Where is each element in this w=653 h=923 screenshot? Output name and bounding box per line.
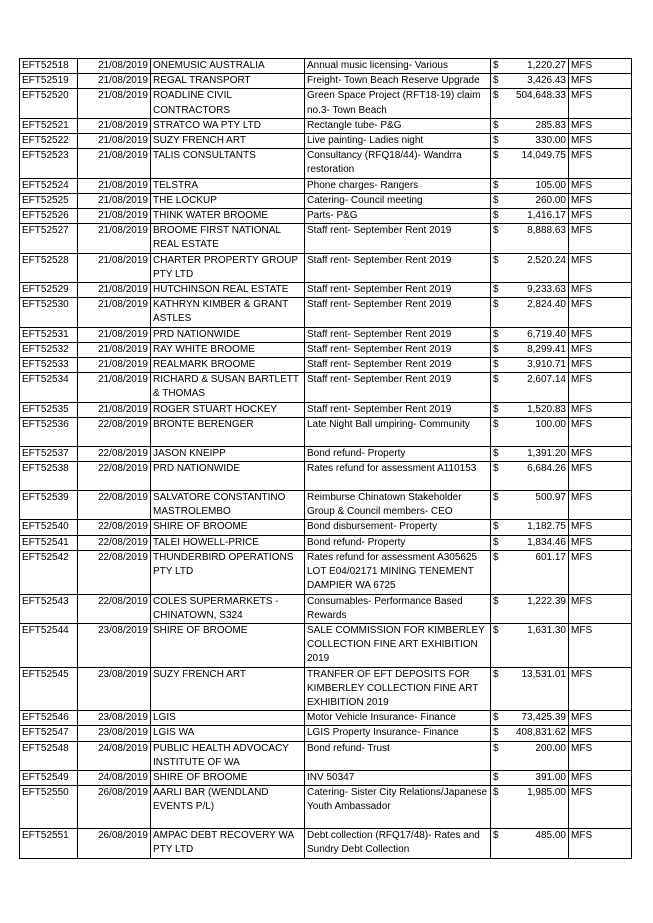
payment-date: 22/08/2019 [78, 594, 151, 623]
payee-name: RICHARD & SUSAN BARTLETT & THOMAS [151, 373, 305, 402]
currency-symbol: $ [491, 535, 505, 550]
payment-date: 21/08/2019 [78, 209, 151, 224]
eft-reference: EFT52549 [20, 770, 78, 785]
currency-symbol: $ [491, 118, 505, 133]
table-row [20, 829, 632, 858]
payment-date: 22/08/2019 [78, 520, 151, 535]
currency-symbol: $ [491, 89, 505, 118]
payment-date: 22/08/2019 [78, 491, 151, 520]
eft-reference: EFT52546 [20, 711, 78, 726]
payment-description: Bond disbursement- Property [305, 520, 491, 535]
payee-name: PRD NATIONWIDE [151, 327, 305, 342]
table-row [20, 417, 632, 446]
payee-name: TALIS CONSULTANTS [151, 149, 305, 178]
payment-amount: 13,531.01 [505, 667, 569, 711]
fund-code: MFS [569, 134, 632, 149]
eft-reference: EFT52539 [20, 491, 78, 520]
table-row [20, 711, 632, 726]
eft-reference: EFT52523 [20, 149, 78, 178]
eft-reference: EFT52529 [20, 283, 78, 298]
payee-name: HUTCHINSON REAL ESTATE [151, 283, 305, 298]
payment-date: 21/08/2019 [78, 59, 151, 74]
payment-description: Staff rent- September Rent 2019 [305, 358, 491, 373]
table-row [20, 224, 632, 253]
fund-code: MFS [569, 253, 632, 282]
payment-amount: 330.00 [505, 134, 569, 149]
payment-description: Debt collection (RFQ17/48)- Rates and Sundry Debt Collection [305, 829, 491, 858]
payment-date: 21/08/2019 [78, 342, 151, 357]
eft-reference: EFT52526 [20, 209, 78, 224]
fund-code: MFS [569, 491, 632, 520]
payment-description: Staff rent- September Rent 2019 [305, 402, 491, 417]
table-row [20, 358, 632, 373]
payments-table [19, 58, 632, 859]
payment-amount: 500.97 [505, 491, 569, 520]
payee-name: THUNDERBIRD OPERATIONS PTY LTD [151, 550, 305, 594]
table-row [20, 726, 632, 741]
payee-name: SALVATORE CONSTANTINO MASTROLEMBO [151, 491, 305, 520]
payment-description: Staff rent- September Rent 2019 [305, 253, 491, 282]
payment-amount: 1,416.17 [505, 209, 569, 224]
table-row [20, 342, 632, 357]
payment-date: 21/08/2019 [78, 74, 151, 89]
payee-name: KATHRYN KIMBER & GRANT ASTLES [151, 298, 305, 327]
payment-date: 23/08/2019 [78, 726, 151, 741]
table-row [20, 491, 632, 520]
fund-code: MFS [569, 829, 632, 858]
payee-name: TELSTRA [151, 178, 305, 193]
fund-code: MFS [569, 209, 632, 224]
eft-reference: EFT52519 [20, 74, 78, 89]
payee-name: ROGER STUART HOCKEY [151, 402, 305, 417]
fund-code: MFS [569, 74, 632, 89]
eft-reference: EFT52544 [20, 623, 78, 667]
currency-symbol: $ [491, 209, 505, 224]
table-row [20, 667, 632, 711]
payment-description: Catering- Council meeting [305, 193, 491, 208]
eft-reference: EFT52540 [20, 520, 78, 535]
payment-date: 21/08/2019 [78, 134, 151, 149]
payment-amount: 100.00 [505, 417, 569, 446]
payment-description: Staff rent- September Rent 2019 [305, 373, 491, 402]
payee-name: RAY WHITE BROOME [151, 342, 305, 357]
eft-reference: EFT52533 [20, 358, 78, 373]
fund-code: MFS [569, 373, 632, 402]
payment-amount: 200.00 [505, 741, 569, 770]
fund-code: MFS [569, 118, 632, 133]
payment-date: 23/08/2019 [78, 711, 151, 726]
eft-reference: EFT52518 [20, 59, 78, 74]
payment-date: 22/08/2019 [78, 417, 151, 446]
payment-description: Bond refund- Property [305, 535, 491, 550]
currency-symbol: $ [491, 59, 505, 74]
payee-name: SHIRE OF BROOME [151, 623, 305, 667]
table-row [20, 178, 632, 193]
eft-reference: EFT52531 [20, 327, 78, 342]
payment-description: Parts- P&G [305, 209, 491, 224]
eft-reference: EFT52520 [20, 89, 78, 118]
payment-amount: 1,391.20 [505, 446, 569, 461]
currency-symbol: $ [491, 491, 505, 520]
payee-name: REGAL TRANSPORT [151, 74, 305, 89]
payment-amount: 14,049.75 [505, 149, 569, 178]
currency-symbol: $ [491, 134, 505, 149]
payment-date: 21/08/2019 [78, 298, 151, 327]
payee-name: COLES SUPERMARKETS - CHINATOWN, S324 [151, 594, 305, 623]
payment-amount: 105.00 [505, 178, 569, 193]
payment-date: 21/08/2019 [78, 253, 151, 282]
payment-date: 26/08/2019 [78, 829, 151, 858]
payment-description: Reimburse Chinatown Stakeholder Group & Council members- CEO [305, 491, 491, 520]
fund-code: MFS [569, 550, 632, 594]
fund-code: MFS [569, 342, 632, 357]
payment-description: Catering- Sister City Relations/Japanese Youth Ambassador [305, 786, 491, 829]
fund-code: MFS [569, 520, 632, 535]
payment-date: 23/08/2019 [78, 667, 151, 711]
fund-code: MFS [569, 149, 632, 178]
fund-code: MFS [569, 462, 632, 491]
payee-name: BRONTE BERENGER [151, 417, 305, 446]
payment-date: 24/08/2019 [78, 770, 151, 785]
fund-code: MFS [569, 402, 632, 417]
payment-description: Annual music licensing- Various [305, 59, 491, 74]
table-row [20, 149, 632, 178]
eft-reference: EFT52524 [20, 178, 78, 193]
payment-description: Staff rent- September Rent 2019 [305, 283, 491, 298]
payment-date: 21/08/2019 [78, 193, 151, 208]
table-row [20, 623, 632, 667]
payee-name: PRD NATIONWIDE [151, 462, 305, 491]
payment-date: 21/08/2019 [78, 224, 151, 253]
eft-reference: EFT52551 [20, 829, 78, 858]
payee-name: JASON KNEIPP [151, 446, 305, 461]
fund-code: MFS [569, 89, 632, 118]
currency-symbol: $ [491, 224, 505, 253]
fund-code: MFS [569, 59, 632, 74]
currency-symbol: $ [491, 193, 505, 208]
payment-date: 23/08/2019 [78, 623, 151, 667]
fund-code: MFS [569, 193, 632, 208]
table-row [20, 402, 632, 417]
payment-description: Freight- Town Beach Reserve Upgrade [305, 74, 491, 89]
payment-description: Motor Vehicle Insurance- Finance [305, 711, 491, 726]
payment-description: Consultancy (RFQ18/44)- Wandrra restoration [305, 149, 491, 178]
payee-name: CHARTER PROPERTY GROUP PTY LTD [151, 253, 305, 282]
table-row [20, 520, 632, 535]
currency-symbol: $ [491, 149, 505, 178]
payee-name: THINK WATER BROOME [151, 209, 305, 224]
payment-description: Staff rent- September Rent 2019 [305, 224, 491, 253]
payee-name: BROOME FIRST NATIONAL REAL ESTATE [151, 224, 305, 253]
payment-description: Phone charges- Rangers [305, 178, 491, 193]
table-row [20, 253, 632, 282]
payment-amount: 1,631.30 [505, 623, 569, 667]
payment-date: 26/08/2019 [78, 786, 151, 829]
table-row [20, 373, 632, 402]
payment-description: Late Night Ball umpiring- Community [305, 417, 491, 446]
eft-reference: EFT52536 [20, 417, 78, 446]
currency-symbol: $ [491, 446, 505, 461]
payee-name: LGIS WA [151, 726, 305, 741]
table-row [20, 134, 632, 149]
eft-reference: EFT52538 [20, 462, 78, 491]
table-row [20, 298, 632, 327]
payment-description: Staff rent- September Rent 2019 [305, 298, 491, 327]
payment-description: Rectangle tube- P&G [305, 118, 491, 133]
currency-symbol: $ [491, 623, 505, 667]
eft-reference: EFT52547 [20, 726, 78, 741]
table-row [20, 193, 632, 208]
payee-name: SHIRE OF BROOME [151, 770, 305, 785]
payee-name: TALEI HOWELL-PRICE [151, 535, 305, 550]
payment-date: 21/08/2019 [78, 373, 151, 402]
payee-name: STRATCO WA PTY LTD [151, 118, 305, 133]
table-row [20, 786, 632, 829]
payment-amount: 3,426.43 [505, 74, 569, 89]
payment-description: Green Space Project (RFT18-19) claim no.3- Town Beach [305, 89, 491, 118]
payment-amount: 504,648.33 [505, 89, 569, 118]
table-row [20, 446, 632, 461]
eft-reference: EFT52543 [20, 594, 78, 623]
table-row [20, 741, 632, 770]
currency-symbol: $ [491, 253, 505, 282]
payment-description: TRANFER OF EFT DEPOSITS FOR KIMBERLEY COLLECTION FINE ART EXHIBITION 2019 [305, 667, 491, 711]
currency-symbol: $ [491, 74, 505, 89]
payee-name: ONEMUSIC AUSTRALIA [151, 59, 305, 74]
eft-reference: EFT52521 [20, 118, 78, 133]
eft-reference: EFT52550 [20, 786, 78, 829]
fund-code: MFS [569, 358, 632, 373]
eft-reference: EFT52527 [20, 224, 78, 253]
currency-symbol: $ [491, 373, 505, 402]
eft-reference: EFT52542 [20, 550, 78, 594]
payment-description: Live painting- Ladies night [305, 134, 491, 149]
payment-date: 24/08/2019 [78, 741, 151, 770]
payment-date: 21/08/2019 [78, 178, 151, 193]
currency-symbol: $ [491, 327, 505, 342]
currency-symbol: $ [491, 770, 505, 785]
table-row [20, 550, 632, 594]
table-row [20, 89, 632, 118]
payment-date: 22/08/2019 [78, 535, 151, 550]
fund-code: MFS [569, 711, 632, 726]
payment-date: 21/08/2019 [78, 358, 151, 373]
payee-name: LGIS [151, 711, 305, 726]
payment-amount: 408,831.62 [505, 726, 569, 741]
currency-symbol: $ [491, 462, 505, 491]
eft-reference: EFT52548 [20, 741, 78, 770]
payment-description: LGIS Property Insurance- Finance [305, 726, 491, 741]
fund-code: MFS [569, 417, 632, 446]
table-row [20, 209, 632, 224]
eft-reference: EFT52535 [20, 402, 78, 417]
payment-amount: 2,824.40 [505, 298, 569, 327]
table-row [20, 462, 632, 491]
payments-table-body [20, 59, 632, 859]
eft-reference: EFT52541 [20, 535, 78, 550]
currency-symbol: $ [491, 358, 505, 373]
payment-amount: 485.00 [505, 829, 569, 858]
fund-code: MFS [569, 327, 632, 342]
fund-code: MFS [569, 298, 632, 327]
currency-symbol: $ [491, 178, 505, 193]
currency-symbol: $ [491, 741, 505, 770]
currency-symbol: $ [491, 417, 505, 446]
payment-amount: 391.00 [505, 770, 569, 785]
payment-amount: 6,719.40 [505, 327, 569, 342]
currency-symbol: $ [491, 520, 505, 535]
payment-amount: 73,425.39 [505, 711, 569, 726]
currency-symbol: $ [491, 342, 505, 357]
payee-name: REALMARK BROOME [151, 358, 305, 373]
payment-amount: 9,233.63 [505, 283, 569, 298]
payment-date: 22/08/2019 [78, 446, 151, 461]
payment-amount: 1,222.39 [505, 594, 569, 623]
table-row [20, 283, 632, 298]
table-row [20, 74, 632, 89]
currency-symbol: $ [491, 667, 505, 711]
currency-symbol: $ [491, 298, 505, 327]
payment-amount: 601.17 [505, 550, 569, 594]
payment-date: 21/08/2019 [78, 283, 151, 298]
payment-listing-page [19, 58, 631, 859]
fund-code: MFS [569, 741, 632, 770]
payment-amount: 6,684.26 [505, 462, 569, 491]
currency-symbol: $ [491, 786, 505, 829]
payment-amount: 1,220.27 [505, 59, 569, 74]
table-row [20, 594, 632, 623]
payment-date: 21/08/2019 [78, 118, 151, 133]
fund-code: MFS [569, 667, 632, 711]
fund-code: MFS [569, 446, 632, 461]
currency-symbol: $ [491, 726, 505, 741]
payment-description: Rates refund for assessment A110153 [305, 462, 491, 491]
payee-name: PUBLIC HEALTH ADVOCACY INSTITUTE OF WA [151, 741, 305, 770]
eft-reference: EFT52532 [20, 342, 78, 357]
fund-code: MFS [569, 786, 632, 829]
payment-amount: 2,607.14 [505, 373, 569, 402]
currency-symbol: $ [491, 402, 505, 417]
payment-amount: 3,910.71 [505, 358, 569, 373]
payment-date: 22/08/2019 [78, 550, 151, 594]
payment-date: 21/08/2019 [78, 402, 151, 417]
currency-symbol: $ [491, 711, 505, 726]
payment-description: Consumables- Performance Based Rewards [305, 594, 491, 623]
payment-description: Staff rent- September Rent 2019 [305, 342, 491, 357]
fund-code: MFS [569, 178, 632, 193]
payment-description: Staff rent- September Rent 2019 [305, 327, 491, 342]
payment-amount: 1,520.83 [505, 402, 569, 417]
fund-code: MFS [569, 770, 632, 785]
payment-amount: 8,299.41 [505, 342, 569, 357]
payment-description: Bond refund- Trust [305, 741, 491, 770]
payment-amount: 1,834.46 [505, 535, 569, 550]
table-row [20, 327, 632, 342]
payment-amount: 1,182.75 [505, 520, 569, 535]
payee-name: AMPAC DEBT RECOVERY WA PTY LTD [151, 829, 305, 858]
payee-name: AARLI BAR (WENDLAND EVENTS P/L) [151, 786, 305, 829]
payment-description: Bond refund- Property [305, 446, 491, 461]
payment-date: 21/08/2019 [78, 149, 151, 178]
payee-name: THE LOCKUP [151, 193, 305, 208]
eft-reference: EFT52522 [20, 134, 78, 149]
currency-symbol: $ [491, 550, 505, 594]
fund-code: MFS [569, 594, 632, 623]
payment-description: SALE COMMISSION FOR KIMBERLEY COLLECTION FINE ART EXHIBITION 2019 [305, 623, 491, 667]
eft-reference: EFT52545 [20, 667, 78, 711]
payment-date: 21/08/2019 [78, 327, 151, 342]
currency-symbol: $ [491, 829, 505, 858]
fund-code: MFS [569, 224, 632, 253]
payment-date: 21/08/2019 [78, 89, 151, 118]
payment-description: INV 50347 [305, 770, 491, 785]
fund-code: MFS [569, 535, 632, 550]
payee-name: SUZY FRENCH ART [151, 134, 305, 149]
payment-amount: 1,985.00 [505, 786, 569, 829]
eft-reference: EFT52525 [20, 193, 78, 208]
eft-reference: EFT52534 [20, 373, 78, 402]
payment-amount: 260.00 [505, 193, 569, 208]
currency-symbol: $ [491, 283, 505, 298]
eft-reference: EFT52537 [20, 446, 78, 461]
payee-name: SHIRE OF BROOME [151, 520, 305, 535]
currency-symbol: $ [491, 594, 505, 623]
table-row [20, 59, 632, 74]
payee-name: SUZY FRENCH ART [151, 667, 305, 711]
fund-code: MFS [569, 726, 632, 741]
payment-date: 22/08/2019 [78, 462, 151, 491]
payment-amount: 2,520.24 [505, 253, 569, 282]
fund-code: MFS [569, 283, 632, 298]
payee-name: ROADLINE CIVIL CONTRACTORS [151, 89, 305, 118]
table-row [20, 118, 632, 133]
payment-description: Rates refund for assessment A305625 LOT E04/02171 MINING TENEMENT DAMPIER WA 6725 [305, 550, 491, 594]
payment-amount: 8,888.63 [505, 224, 569, 253]
eft-reference: EFT52528 [20, 253, 78, 282]
payment-amount: 285.83 [505, 118, 569, 133]
table-row [20, 535, 632, 550]
fund-code: MFS [569, 623, 632, 667]
table-row [20, 770, 632, 785]
eft-reference: EFT52530 [20, 298, 78, 327]
